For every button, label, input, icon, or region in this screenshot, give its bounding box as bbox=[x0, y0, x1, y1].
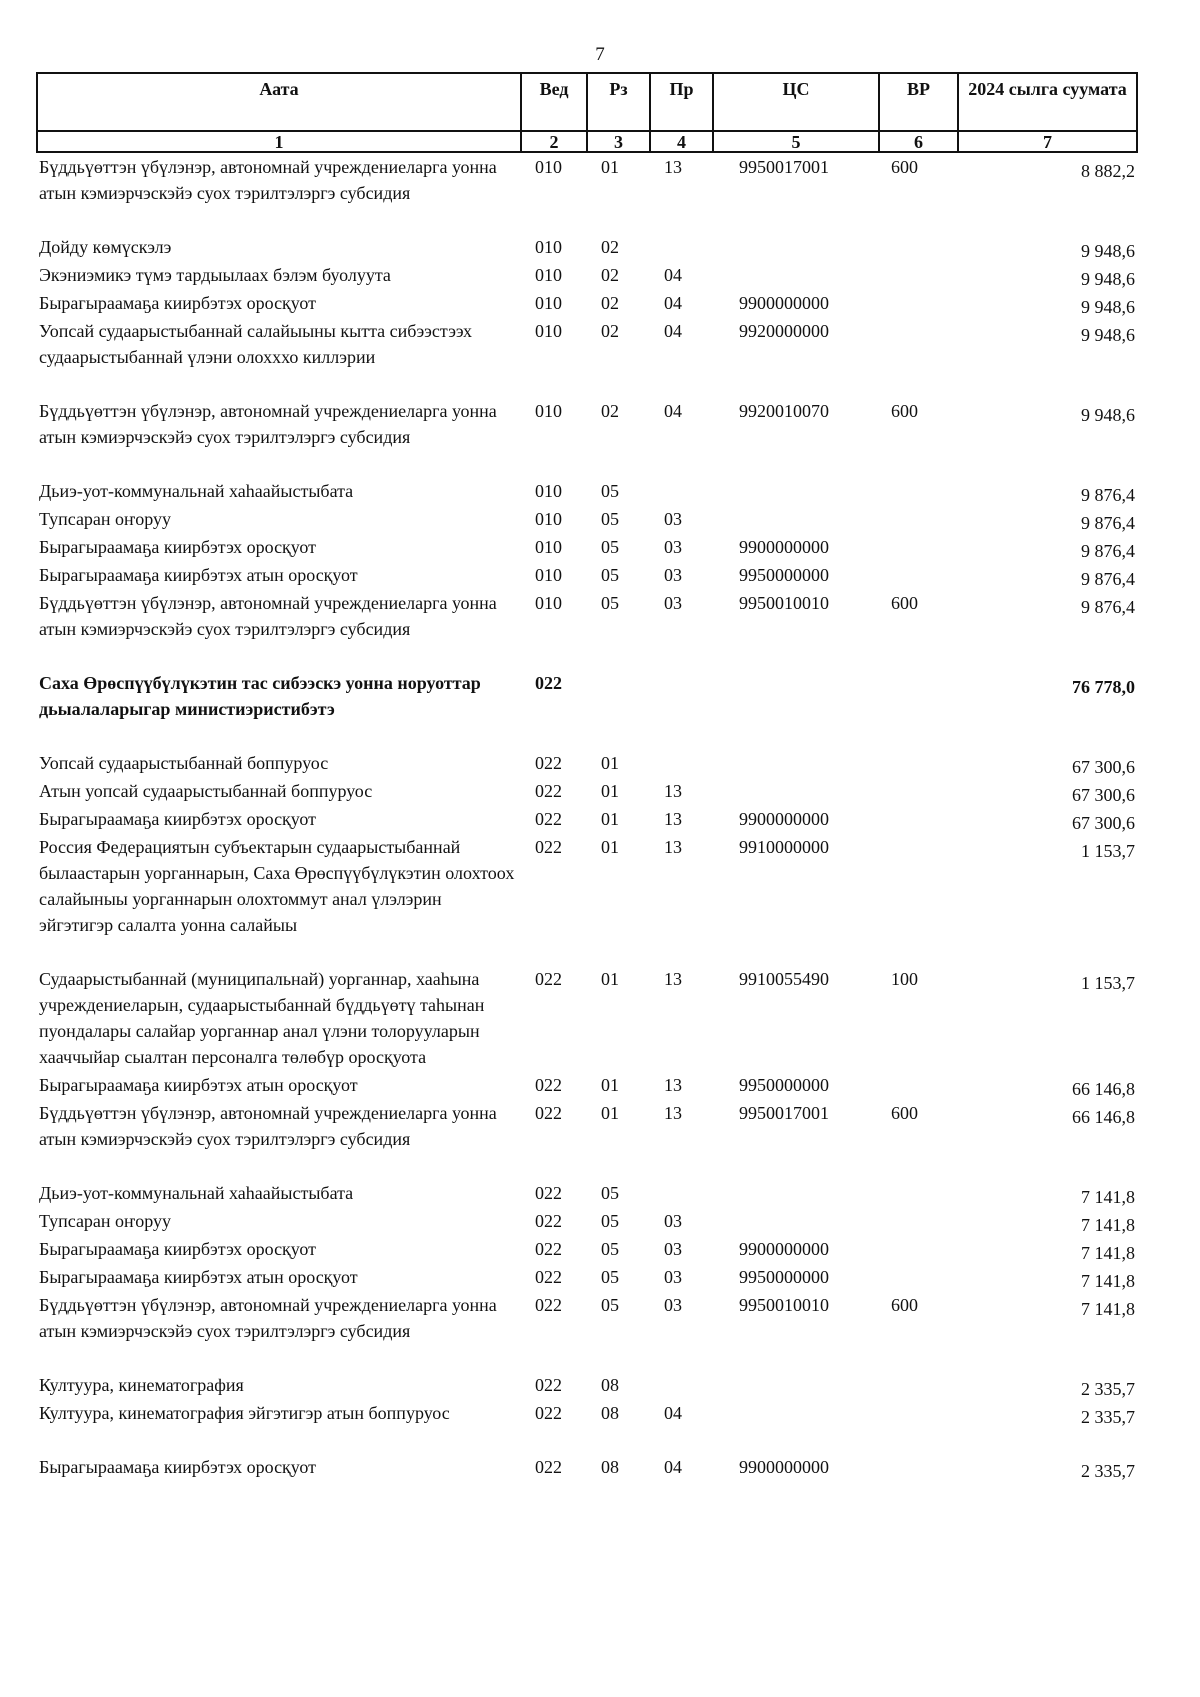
row-ved: 022 bbox=[535, 1239, 562, 1259]
column-number: 1 bbox=[37, 131, 521, 152]
row-vr bbox=[879, 317, 958, 397]
row-vr: 600 bbox=[891, 1103, 918, 1123]
row-ved: 022 bbox=[535, 1403, 562, 1423]
row-pr: 13 bbox=[664, 1103, 682, 1123]
row-cs: 9900000000 bbox=[739, 1457, 829, 1477]
row-name: Бырагыраамаҕа киирбэтэх атын оросқуот bbox=[39, 565, 358, 585]
row-sum-value: 2 335,7 bbox=[1081, 1461, 1135, 1481]
row-ved: 010 bbox=[535, 537, 562, 557]
row-pr: 03 bbox=[664, 1267, 682, 1287]
row-rz: 01 bbox=[601, 781, 619, 801]
row-name: Бүддьүөттэн үбүлэнэр, автономнай учреждениеларга уонна атын кэмиэрчэскэйэ суох тэрилтэлэргэ субсидия bbox=[39, 593, 497, 639]
row-cs: 9900000000 bbox=[739, 1239, 829, 1259]
table-row bbox=[37, 317, 1137, 397]
row-ved: 010 bbox=[535, 509, 562, 529]
row-vr bbox=[879, 669, 958, 749]
row-pr: 04 bbox=[664, 293, 682, 313]
row-ved: 022 bbox=[535, 673, 562, 693]
row-vr: 600 bbox=[891, 401, 918, 421]
row-sum-value: 1 153,7 bbox=[1081, 841, 1135, 861]
table-row bbox=[37, 152, 1137, 233]
table-row bbox=[37, 1071, 1137, 1099]
row-ved: 010 bbox=[535, 237, 562, 257]
row-cs bbox=[713, 477, 879, 505]
row-sum-value: 9 876,4 bbox=[1081, 541, 1135, 561]
row-sum bbox=[958, 505, 1137, 533]
row-sum-value: 8 882,2 bbox=[1081, 161, 1135, 181]
row-pr: 13 bbox=[664, 809, 682, 829]
row-sum-value: 7 141,8 bbox=[1081, 1187, 1135, 1207]
row-rz: 08 bbox=[601, 1457, 619, 1477]
row-cs: 9900000000 bbox=[739, 293, 829, 313]
row-rz: 01 bbox=[601, 837, 619, 857]
row-name: Бүддьүөттэн үбүлэнэр, автономнай учреждениеларга уонна атын кэмиэрчэскэйэ суох тэрилтэлэргэ субсидия bbox=[39, 1103, 497, 1149]
row-sum bbox=[958, 289, 1137, 317]
row-sum-value: 9 876,4 bbox=[1081, 569, 1135, 589]
row-sum bbox=[958, 1291, 1137, 1371]
row-name: Култуура, кинематография bbox=[39, 1375, 244, 1395]
row-name: Бырагыраамаҕа киирбэтэх оросқуот bbox=[39, 1457, 316, 1477]
row-name: Уопсай судаарыстыбаннай салайыыны кытта сибээстээх судаарыстыбаннай үлэни олохххо киллэрии bbox=[39, 321, 472, 367]
row-sum bbox=[958, 261, 1137, 289]
header-sum: 2024 сылга суумата bbox=[958, 73, 1137, 131]
row-sum-value: 9 876,4 bbox=[1081, 513, 1135, 533]
row-sum-value: 7 141,8 bbox=[1081, 1271, 1135, 1291]
header-vr: ВР bbox=[879, 73, 958, 131]
row-vr bbox=[879, 805, 958, 833]
row-vr bbox=[879, 477, 958, 505]
table-row bbox=[37, 233, 1137, 261]
row-vr bbox=[879, 1399, 958, 1453]
row-sum-value: 66 146,8 bbox=[1072, 1079, 1135, 1099]
table-row bbox=[37, 1291, 1137, 1371]
row-sum-value: 1 153,7 bbox=[1081, 973, 1135, 993]
row-sum bbox=[958, 1371, 1137, 1399]
row-vr bbox=[879, 1179, 958, 1207]
row-cs: 9910055490 bbox=[739, 969, 829, 989]
row-ved: 022 bbox=[535, 753, 562, 773]
table-row bbox=[37, 1399, 1137, 1453]
row-pr bbox=[650, 1371, 713, 1399]
row-pr: 03 bbox=[664, 1211, 682, 1231]
row-cs: 9920010070 bbox=[739, 401, 829, 421]
header-rz: Рз bbox=[587, 73, 650, 131]
row-pr bbox=[650, 669, 713, 749]
row-pr: 13 bbox=[664, 837, 682, 857]
row-sum-value: 9 948,6 bbox=[1081, 297, 1135, 317]
row-vr bbox=[879, 533, 958, 561]
table-row bbox=[37, 477, 1137, 505]
row-pr bbox=[650, 477, 713, 505]
row-ved: 022 bbox=[535, 969, 562, 989]
row-ved: 010 bbox=[535, 157, 562, 177]
row-cs bbox=[713, 669, 879, 749]
row-sum bbox=[958, 749, 1137, 777]
row-vr: 600 bbox=[891, 157, 918, 177]
row-name: Бүддьүөттэн үбүлэнэр, автономнай учреждениеларга уонна атын кэмиэрчэскэйэ суох тэрилтэлэргэ субсидия bbox=[39, 1295, 497, 1341]
table-row bbox=[37, 533, 1137, 561]
row-name: Бырагыраамаҕа киирбэтэх оросқуот bbox=[39, 809, 316, 829]
row-pr: 04 bbox=[664, 265, 682, 285]
row-cs: 9950010010 bbox=[739, 1295, 829, 1315]
row-sum bbox=[958, 1399, 1137, 1453]
row-cs bbox=[713, 1371, 879, 1399]
row-name: Бырагыраамаҕа киирбэтэх атын оросқуот bbox=[39, 1075, 358, 1095]
row-vr bbox=[879, 749, 958, 777]
row-sum bbox=[958, 533, 1137, 561]
row-rz: 01 bbox=[601, 1075, 619, 1095]
row-name: Саха Өрөспүүбүлүкэтин тас сибээскэ уонна норуоттар дьыалаларыгар министиэристибэтэ bbox=[39, 673, 481, 719]
row-sum-value: 67 300,6 bbox=[1072, 785, 1135, 805]
row-pr: 04 bbox=[664, 1457, 682, 1477]
row-ved: 010 bbox=[535, 321, 562, 341]
table-row bbox=[37, 261, 1137, 289]
row-vr: 600 bbox=[891, 593, 918, 613]
row-sum bbox=[958, 1071, 1137, 1099]
row-vr bbox=[879, 1371, 958, 1399]
table-row bbox=[37, 669, 1137, 749]
row-vr bbox=[879, 233, 958, 261]
table-row bbox=[37, 965, 1137, 1071]
table-row bbox=[37, 777, 1137, 805]
row-sum-value: 9 876,4 bbox=[1081, 597, 1135, 617]
table-row bbox=[37, 1371, 1137, 1399]
row-pr: 03 bbox=[664, 509, 682, 529]
row-vr bbox=[879, 261, 958, 289]
row-name: Россия Федерациятын субъектарын судаарыстыбаннай былаастарын уорганнарын, Саха Өрөспүүбүлүкэтин олохтоох салайыныы уорганнарын олохтоммут анал үлэлэрин эйгэтигэр салалта уонна салайыы bbox=[39, 837, 515, 935]
row-sum-value: 9 948,6 bbox=[1081, 405, 1135, 425]
row-pr: 03 bbox=[664, 1239, 682, 1259]
row-name: Бүддьүөттэн үбүлэнэр, автономнай учреждениеларга уонна атын кэмиэрчэскэйэ суох тэрилтэлэргэ субсидия bbox=[39, 157, 497, 203]
row-vr bbox=[879, 505, 958, 533]
column-number: 2 bbox=[521, 131, 587, 152]
row-cs bbox=[713, 1179, 879, 1207]
row-sum bbox=[958, 805, 1137, 833]
row-rz: 01 bbox=[601, 809, 619, 829]
row-rz: 05 bbox=[601, 481, 619, 501]
row-rz: 05 bbox=[601, 1295, 619, 1315]
row-vr bbox=[879, 1071, 958, 1099]
row-rz: 02 bbox=[601, 321, 619, 341]
table-row bbox=[37, 1099, 1137, 1179]
row-name: Дьиэ-уот-коммунальнай хаһаайыстыбата bbox=[39, 481, 354, 501]
row-cs: 9910000000 bbox=[739, 837, 829, 857]
row-sum bbox=[958, 669, 1137, 749]
row-pr bbox=[650, 1179, 713, 1207]
table-row bbox=[37, 749, 1137, 777]
row-sum bbox=[958, 152, 1137, 233]
row-name: Бырагыраамаҕа киирбэтэх атын оросқуот bbox=[39, 1267, 358, 1287]
row-ved: 022 bbox=[535, 1267, 562, 1287]
row-cs: 9950010010 bbox=[739, 593, 829, 613]
row-sum-value: 67 300,6 bbox=[1072, 813, 1135, 833]
row-rz: 01 bbox=[601, 157, 619, 177]
row-name: Дойду көмүскэлэ bbox=[39, 237, 172, 257]
row-name: Судаарыстыбаннай (муниципальнай) уорганнар, хааһына учреждениеларын, судаарыстыбаннай бүддьүөтү таһынан пуондалары салайар уорганнар анал үлэни толорууларын хааччыйар сыалтан персоналга төлөбүр оросқуота bbox=[39, 969, 485, 1067]
row-rz: 08 bbox=[601, 1403, 619, 1423]
budget-table bbox=[36, 72, 1138, 1481]
table-row bbox=[37, 561, 1137, 589]
row-rz: 05 bbox=[601, 565, 619, 585]
row-sum bbox=[958, 833, 1137, 965]
row-pr: 13 bbox=[664, 157, 682, 177]
table-row bbox=[37, 833, 1137, 965]
table-row bbox=[37, 589, 1137, 669]
row-ved: 010 bbox=[535, 265, 562, 285]
row-ved: 010 bbox=[535, 593, 562, 613]
row-cs: 9950000000 bbox=[739, 1075, 829, 1095]
row-name: Дьиэ-уот-коммунальнай хаһаайыстыбата bbox=[39, 1183, 354, 1203]
column-number: 6 bbox=[879, 131, 958, 152]
row-sum-value: 2 335,7 bbox=[1081, 1379, 1135, 1399]
row-sum bbox=[958, 1207, 1137, 1235]
row-sum bbox=[958, 777, 1137, 805]
row-rz bbox=[587, 669, 650, 749]
row-pr: 03 bbox=[664, 537, 682, 557]
row-sum bbox=[958, 965, 1137, 1071]
row-ved: 010 bbox=[535, 293, 562, 313]
row-vr bbox=[879, 1453, 958, 1481]
row-sum bbox=[958, 233, 1137, 261]
row-cs bbox=[713, 1399, 879, 1453]
row-rz: 02 bbox=[601, 401, 619, 421]
column-number: 7 bbox=[958, 131, 1137, 152]
header-name: Аата bbox=[37, 73, 521, 131]
header-ved: Вед bbox=[521, 73, 587, 131]
row-name: Бырагыраамаҕа киирбэтэх оросқуот bbox=[39, 537, 316, 557]
row-cs bbox=[713, 749, 879, 777]
row-rz: 02 bbox=[601, 265, 619, 285]
row-vr bbox=[879, 561, 958, 589]
row-pr: 03 bbox=[664, 593, 682, 613]
row-rz: 01 bbox=[601, 1103, 619, 1123]
row-sum-value: 9 948,6 bbox=[1081, 241, 1135, 261]
row-cs bbox=[713, 233, 879, 261]
row-name: Бырагыраамаҕа киирбэтэх оросқуот bbox=[39, 1239, 316, 1259]
row-pr: 04 bbox=[664, 1403, 682, 1423]
row-rz: 05 bbox=[601, 1267, 619, 1287]
row-name: Экэниэмикэ түмэ тардыылаах бэлэм буолуута bbox=[39, 265, 391, 285]
row-vr bbox=[879, 777, 958, 805]
row-pr: 04 bbox=[664, 321, 682, 341]
table-header-row bbox=[37, 73, 1137, 131]
row-rz: 02 bbox=[601, 237, 619, 257]
row-vr bbox=[879, 1235, 958, 1263]
row-sum-value: 9 876,4 bbox=[1081, 485, 1135, 505]
row-sum bbox=[958, 317, 1137, 397]
row-ved: 022 bbox=[535, 1075, 562, 1095]
row-pr: 13 bbox=[664, 1075, 682, 1095]
row-name: Култуура, кинематография эйгэтигэр атын боппуруос bbox=[39, 1403, 450, 1423]
row-sum bbox=[958, 1263, 1137, 1291]
row-sum-value: 2 335,7 bbox=[1081, 1407, 1135, 1427]
column-number: 4 bbox=[650, 131, 713, 152]
row-cs bbox=[713, 505, 879, 533]
table-row bbox=[37, 397, 1137, 477]
column-number: 3 bbox=[587, 131, 650, 152]
row-rz: 05 bbox=[601, 1183, 619, 1203]
row-rz: 01 bbox=[601, 969, 619, 989]
row-pr: 04 bbox=[664, 401, 682, 421]
row-rz: 05 bbox=[601, 509, 619, 529]
row-cs: 9900000000 bbox=[739, 809, 829, 829]
row-name: Атын уопсай судаарыстыбаннай боппуруос bbox=[39, 781, 373, 801]
header-cs: ЦС bbox=[713, 73, 879, 131]
table-row bbox=[37, 1179, 1137, 1207]
row-vr bbox=[879, 1263, 958, 1291]
row-cs bbox=[713, 777, 879, 805]
row-ved: 022 bbox=[535, 781, 562, 801]
row-rz: 05 bbox=[601, 537, 619, 557]
row-ved: 022 bbox=[535, 1211, 562, 1231]
row-cs: 9920000000 bbox=[739, 321, 829, 341]
row-sum bbox=[958, 1099, 1137, 1179]
row-cs bbox=[713, 261, 879, 289]
row-sum bbox=[958, 589, 1137, 669]
row-sum-value: 9 948,6 bbox=[1081, 269, 1135, 289]
row-sum-value: 7 141,8 bbox=[1081, 1215, 1135, 1235]
row-vr: 100 bbox=[891, 969, 918, 989]
table-row bbox=[37, 289, 1137, 317]
row-vr bbox=[879, 289, 958, 317]
row-pr bbox=[650, 233, 713, 261]
row-sum-value: 66 146,8 bbox=[1072, 1107, 1135, 1127]
row-name: Тупсаран оҥоруу bbox=[39, 509, 172, 529]
row-rz: 08 bbox=[601, 1375, 619, 1395]
row-pr: 03 bbox=[664, 565, 682, 585]
row-ved: 010 bbox=[535, 565, 562, 585]
row-sum bbox=[958, 1179, 1137, 1207]
row-ved: 022 bbox=[535, 837, 562, 857]
row-sum bbox=[958, 397, 1137, 477]
row-ved: 022 bbox=[535, 809, 562, 829]
row-vr: 600 bbox=[891, 1295, 918, 1315]
row-sum-value: 9 948,6 bbox=[1081, 325, 1135, 345]
row-rz: 05 bbox=[601, 593, 619, 613]
row-cs: 9900000000 bbox=[739, 537, 829, 557]
row-cs: 9950017001 bbox=[739, 1103, 829, 1123]
row-sum bbox=[958, 1235, 1137, 1263]
header-pr: Пр bbox=[650, 73, 713, 131]
row-pr bbox=[650, 749, 713, 777]
row-ved: 010 bbox=[535, 401, 562, 421]
row-pr: 13 bbox=[664, 781, 682, 801]
row-name: Тупсаран оҥоруу bbox=[39, 1211, 172, 1231]
table-row bbox=[37, 1235, 1137, 1263]
column-number: 5 bbox=[713, 131, 879, 152]
row-sum-value: 76 778,0 bbox=[1072, 677, 1135, 697]
row-sum-value: 7 141,8 bbox=[1081, 1299, 1135, 1319]
row-pr: 03 bbox=[664, 1295, 682, 1315]
row-sum bbox=[958, 561, 1137, 589]
page-number: 7 bbox=[595, 44, 605, 65]
row-rz: 01 bbox=[601, 753, 619, 773]
row-ved: 022 bbox=[535, 1295, 562, 1315]
row-pr: 13 bbox=[664, 969, 682, 989]
row-cs: 9950000000 bbox=[739, 565, 829, 585]
row-cs: 9950017001 bbox=[739, 157, 829, 177]
row-ved: 022 bbox=[535, 1183, 562, 1203]
table-body bbox=[37, 152, 1137, 1481]
row-rz: 05 bbox=[601, 1211, 619, 1231]
row-ved: 022 bbox=[535, 1375, 562, 1395]
row-rz: 02 bbox=[601, 293, 619, 313]
row-sum bbox=[958, 1453, 1137, 1481]
row-sum-value: 67 300,6 bbox=[1072, 757, 1135, 777]
table-row bbox=[37, 505, 1137, 533]
row-ved: 010 bbox=[535, 481, 562, 501]
row-sum-value: 7 141,8 bbox=[1081, 1243, 1135, 1263]
row-cs bbox=[713, 1207, 879, 1235]
row-name: Бүддьүөттэн үбүлэнэр, автономнай учреждениеларга уонна атын кэмиэрчэскэйэ суох тэрилтэлэргэ субсидия bbox=[39, 401, 497, 447]
column-number-row bbox=[37, 131, 1137, 152]
table-row bbox=[37, 1453, 1137, 1481]
row-name: Уопсай судаарыстыбаннай боппуруос bbox=[39, 753, 329, 773]
row-sum bbox=[958, 477, 1137, 505]
table-row bbox=[37, 1207, 1137, 1235]
row-ved: 022 bbox=[535, 1457, 562, 1477]
row-ved: 022 bbox=[535, 1103, 562, 1123]
table-row bbox=[37, 805, 1137, 833]
row-cs: 9950000000 bbox=[739, 1267, 829, 1287]
table-row bbox=[37, 1263, 1137, 1291]
row-vr bbox=[879, 833, 958, 965]
row-vr bbox=[879, 1207, 958, 1235]
row-rz: 05 bbox=[601, 1239, 619, 1259]
row-name: Бырагыраамаҕа киирбэтэх оросқуот bbox=[39, 293, 316, 313]
